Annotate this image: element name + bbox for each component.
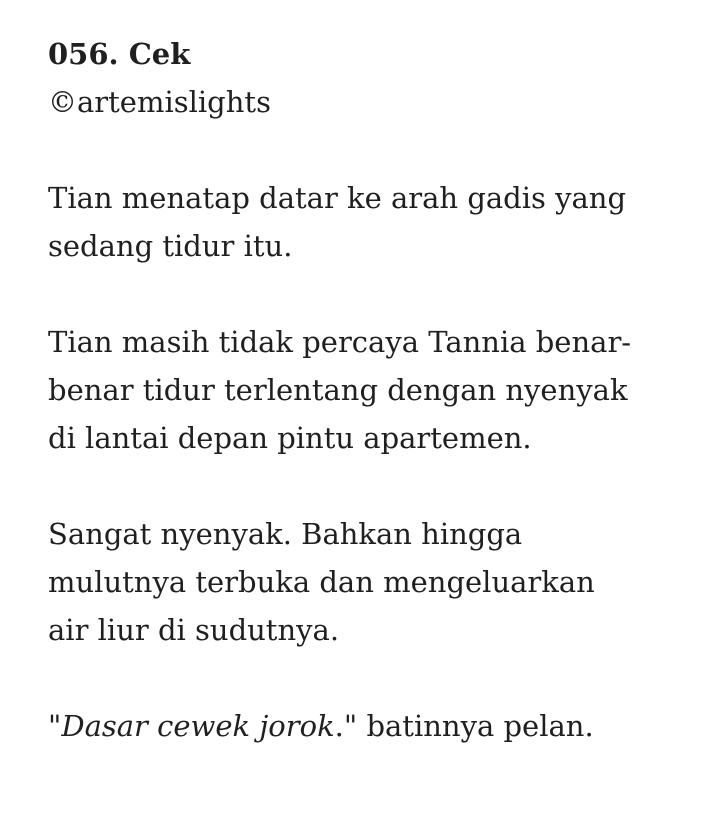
paragraph-1 [48, 174, 698, 270]
author-credit: ©artemislights [48, 85, 271, 119]
paragraph-line: air liur di sudutnya. [48, 613, 340, 647]
paragraph-line: Tian menatap datar ke arah gadis yang [48, 181, 627, 215]
paragraph-4 [48, 702, 698, 750]
italic-thought: Dasar cewek jorok [61, 709, 335, 743]
paragraph-line: di lantai depan pintu apartemen. [48, 421, 532, 455]
open-quote: " [48, 709, 62, 743]
paragraph-line: benar tidur terlentang dengan nyenyak [48, 373, 628, 407]
paragraph-3 [48, 510, 698, 654]
story-page [48, 30, 698, 750]
chapter-title: 056. Cek [48, 37, 191, 71]
paragraph-2 [48, 318, 698, 462]
paragraph-line: Tian masih tidak percaya Tannia benar- [48, 325, 632, 359]
thought-tail: ." batinnya pelan. [334, 709, 594, 743]
paragraph-line: Sangat nyenyak. Bahkan hingga [48, 517, 523, 551]
paragraph-line [48, 702, 698, 750]
paragraph-line: mulutnya terbuka dan mengeluarkan [48, 565, 595, 599]
paragraph-line: sedang tidur itu. [48, 229, 293, 263]
